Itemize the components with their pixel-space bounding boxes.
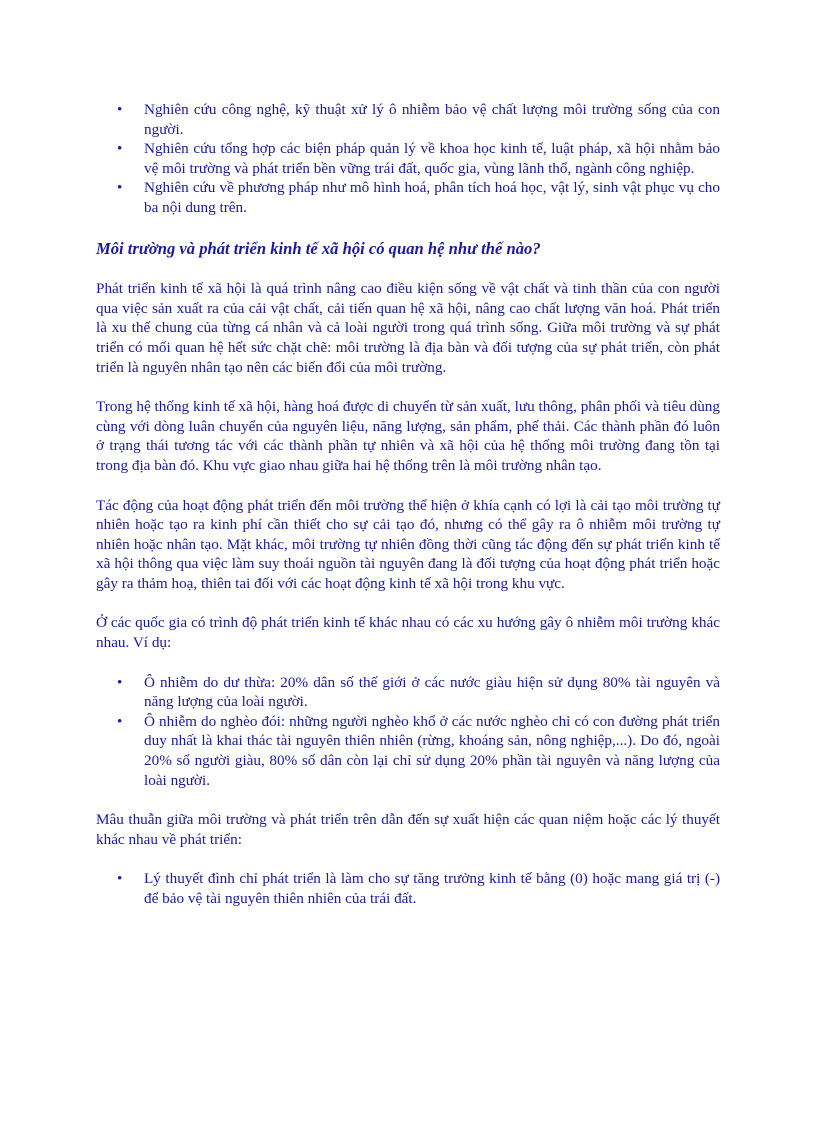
list-item: • Nghiên cứu công nghệ, kỹ thuật xử lý ô nhiễm bảo vệ chất lượng môi trường sống của con người. <box>96 100 720 139</box>
paragraph-impact: Tác động của hoạt động phát triển đến môi trường thể hiện ở khía cạnh có lợi là cải tạo môi trường tự nhiên hoặc tạo ra kinh phí cần thiết cho sự cải tạo đó, nhưng có thể gây ra ô nhiễm môi trường tự nhiên hoặc nhân tạo. Mặt khác, môi trường tự nhiên đồng thời cũng tác động đến sự phát triển kinh tế xã hội thông qua việc làm suy thoái nguồn tài nguyên đang là đối tượng của hoạt động phát triển hoặc gây ra thảm hoạ, thiên tai đối với các hoạt động kinh tế xã hội trong khu vực. <box>96 496 720 592</box>
list-item: • Ô nhiễm do nghèo đói: những người nghèo khổ ở các nước nghèo chỉ có con đường phát triển duy nhất là khai thác tài nguyên thiên nhiên (rừng, khoáng sản, nông nghiệp,...). Do đó, ngoài 20% số người giàu, 80% số dân còn lại chỉ sử dụng 20% phần tài nguyên và năng lượng của loài người. <box>96 712 720 790</box>
research-list <box>96 100 720 218</box>
paragraph-countries: Ở các quốc gia có trình độ phát triển kinh tế khác nhau có các xu hướng gây ô nhiễm môi trường khác nhau. Ví dụ: <box>96 614 720 652</box>
pollution-list <box>96 673 720 791</box>
paragraph-development: Phát triển kinh tế xã hội là quá trình nâng cao điều kiện sống về vật chất và tinh thần của con người qua việc sản xuất ra của cải vật chất, cải tiến quan hệ xã hội, nâng cao chất lượng văn hoá. Phát triển là xu thế chung của từng cá nhân và cả loài người trong quá trình sống. Giữa môi trường và sự phát triển có mối quan hệ hết sức chặt chẽ: môi trường là địa bàn và đối tượng của sự phát triển, còn phát triển là nguyên nhân tạo nên các biến đổi của môi trường. <box>96 280 720 376</box>
list-item: • Lý thuyết đình chỉ phát triển là làm cho sự tăng trưởng kinh tế bằng (0) hoặc mang giá trị (-) để bảo vệ tài nguyên thiên nhiên của trái đất. <box>96 869 720 908</box>
list-item: • Ô nhiễm do dư thừa: 20% dân số thế giới ở các nước giàu hiện sử dụng 80% tài nguyên và năng lượng của loài người. <box>96 673 720 712</box>
section-heading: Môi trường và phát triển kinh tế xã hội có quan hệ như thế nào? <box>96 238 541 258</box>
theory-list <box>96 869 720 908</box>
list-item: • Nghiên cứu về phương pháp như mô hình hoá, phân tích hoá học, vật lý, sinh vật phục vụ cho ba nội dung trên. <box>96 178 720 217</box>
document-page <box>96 100 720 909</box>
paragraph-economic-system: Trong hệ thống kinh tế xã hội, hàng hoá được di chuyển từ sản xuất, lưu thông, phân phối và tiêu dùng cùng với dòng luân chuyển của nguyên liệu, năng lượng, sản phẩm, phế thải. Các thành phần đó luôn ở trạng thái tương tác với các thành phần tự nhiên và xã hội của hệ thống môi trường đang tồn tại trong địa bàn đó. Khu vực giao nhau giữa hai hệ thống trên là môi trường nhân tạo. <box>96 398 720 474</box>
paragraph-conflict: Mâu thuẫn giữa môi trường và phát triển trên dẫn đến sự xuất hiện các quan niệm hoặc các lý thuyết khác nhau về phát triển: <box>96 811 720 848</box>
list-item: • Nghiên cứu tổng hợp các biện pháp quản lý về khoa học kinh tế, luật pháp, xã hội nhằm bảo vệ môi trường và phát triển bền vững trái đất, quốc gia, vùng lãnh thổ, ngành công nghiệp. <box>96 139 720 178</box>
